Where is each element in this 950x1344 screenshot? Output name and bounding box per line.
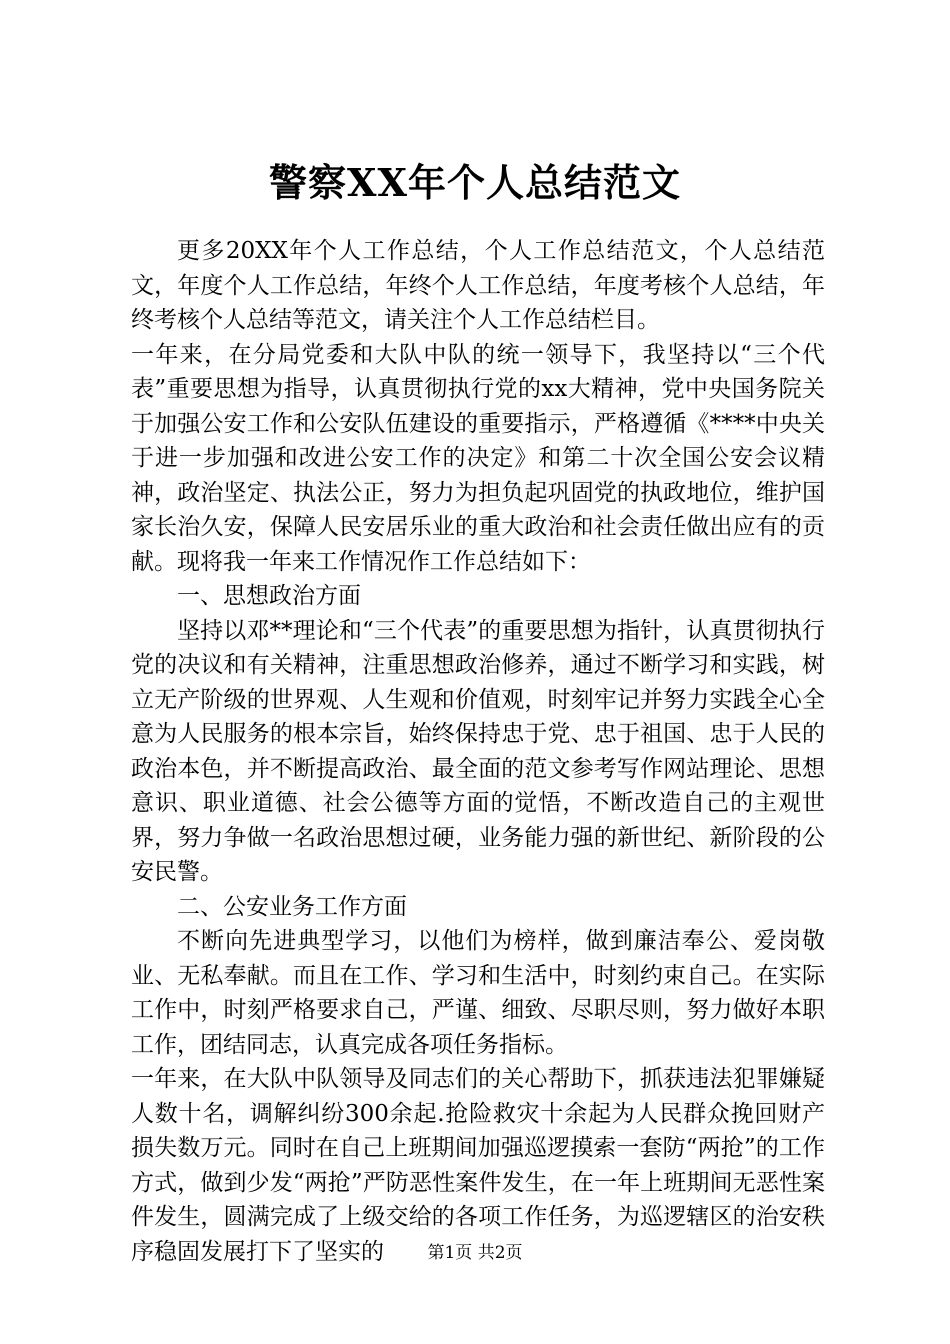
- section-heading-police-work: 二、公安业务工作方面: [177, 893, 407, 920]
- document-body: [131, 234, 825, 1269]
- police-work-paragraph: 不断向先进典型学习，以他们为榜样，做到廉洁奉公、爱岗敬业、无私奉献。而且在工作、学习和生活中，时刻约束自己。在实际工作中，时刻严格要求自己，严谨、细致、尽职尽则，努力做好本职工作，团结同志，认真完成各项任务指标。: [131, 928, 825, 1058]
- ideology-paragraph: 坚持以邓**理论和“三个代表”的重要思想为指针，认真贯彻执行党的决议和有关精神，注重思想政治修养，通过不断学习和实践，树立无产阶级的世界观、人生观和价值观，时刻牢记并努力实践全心全意为人民服务的根本宗旨，始终保持忠于党、忠于祖国、忠于人民的政治本色，并不断提高政治、最全面的范文参考写作网站理论、思想意识、职业道德、社会公德等方面的觉悟，不断改造自己的主观世界，努力争做一名政治思想过硬，业务能力强的新世纪、新阶段的公安民警。: [131, 617, 825, 885]
- overview-paragraph: 一年来，在分局党委和大队中队的统一领导下，我坚持以“三个代表”重要思想为指导，认真贯彻执行党的xx大精神，党中央国务院关于加强公安工作和公安队伍建设的重要指示，严格遵循《****中央关于进一步加强和改进公安工作的决定》和第二十次全国公安会议精神，政治坚定、执法公正，努力为担负起巩固党的执政地位，维护国家长治久安，保障人民安居乐业的重大政治和社会责任做出应有的贡献。现将我一年来工作情况作工作总结如下：: [131, 341, 825, 575]
- document-title: 警察XX年个人总结范文: [269, 160, 681, 205]
- achievements-paragraph: 一年来，在大队中队领导及同志们的关心帮助下，抓获违法犯罪嫌疑人数十名，调解纠纷300余起.抢险救灾十余起为人民群众挽回财产损失数万元。同时在自己上班期间加强巡逻摸索一套防“两抢”的工作方式，做到少发“两抢”严防恶性案件发生，在一年上班期间无恶性案件发生，圆满完成了上级交给的各项工作任务，为巡逻辖区的治安秩序稳固发展打下了坚实的: [131, 1066, 825, 1265]
- section-heading-ideology: 一、思想政治方面: [177, 583, 361, 609]
- intro-paragraph: 更多20XX年个人工作总结，个人工作总结范文，个人总结范文，年度个人工作总结，年终个人工作总结，年度考核个人总结，年终考核个人总结等范文，请关注个人工作总结栏目。: [131, 238, 825, 333]
- page-number-footer: 第1页 共2页: [427, 1243, 523, 1263]
